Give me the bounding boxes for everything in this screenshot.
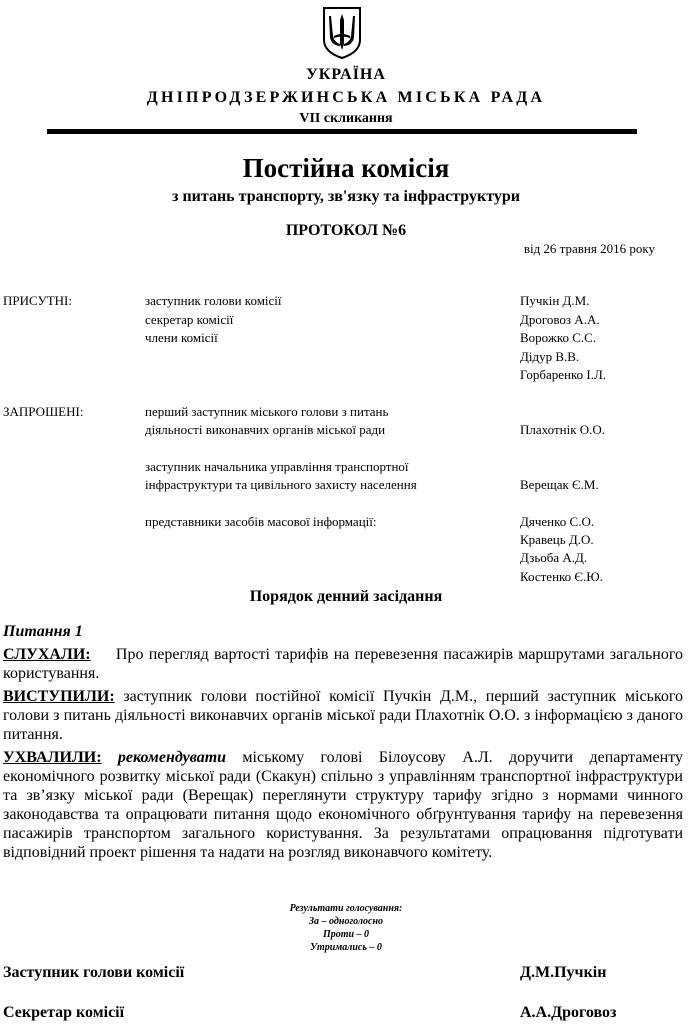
invited-role: діяльності виконавчих органів міської ради xyxy=(145,422,386,437)
invited-name: Плахотнік О.О. xyxy=(520,422,606,437)
present-name: Дідур В.В. xyxy=(520,349,580,364)
spoke-text: заступник голови постійної комісії Пучкін Д.М., перший заступник міського голови з питань діяльності виконавчих органів міської ради Плахотнік О.О. з інформацією з даного питання. xyxy=(3,688,683,743)
signature-role: Секретар комісії xyxy=(3,1004,125,1021)
signature-name: А.А.Дроговоз xyxy=(520,1004,617,1021)
present-name: Горбаренко І.Л. xyxy=(520,367,607,382)
present-role: секретар комісії xyxy=(145,312,234,327)
invited-name: Верещак Є.М. xyxy=(520,477,599,492)
heard-text: Про перегляд вартості тарифів на перевезення пасажирів маршрутами загального користування. xyxy=(3,646,684,682)
signature-role: Заступник голови комісії xyxy=(3,964,185,981)
present-name: Пучкін Д.М. xyxy=(520,293,590,308)
present-label: ПРИСУТНІ: xyxy=(3,293,72,308)
coat-of-arms-icon xyxy=(320,6,364,60)
invited-role: заступник начальника управління транспортної xyxy=(145,459,409,474)
invited-role: представники засобів масової інформації: xyxy=(145,514,377,529)
heard-label: СЛУХАЛИ: xyxy=(3,646,91,663)
signature-name: Д.М.Пучкін xyxy=(520,964,607,981)
present-name: Ворожко С.С. xyxy=(520,330,597,345)
invited-name: Дзьоба А.Д. xyxy=(520,550,588,565)
resolved-label: УХВАЛИЛИ: xyxy=(3,749,102,766)
invited-label: ЗАПРОШЕНІ: xyxy=(3,404,84,419)
country-heading: УКРАЇНА xyxy=(306,66,386,83)
vote-title: Результати голосування: xyxy=(289,903,403,914)
spoke-paragraph xyxy=(3,687,683,744)
invited-role: інфраструктури та цивільного захисту населення xyxy=(145,477,417,492)
vote-against: Проти – 0 xyxy=(322,929,370,940)
present-role: заступник голови комісії xyxy=(145,293,282,308)
invited-name: Костенко Є.Ю. xyxy=(520,569,603,584)
resolved-text: міському голові Білоусову А.Л. доручити департаменту економічного розвитку міської ради (Скакун) спільно з управлінням транспортної інфраструктури та зв’язку міської ради (Верещак) переглянути структуру тарифу згідно з нормами чинного законодавства та опрацювати питання щодо економічного обґрунтування тарифу на перевезення пасажирів транспортом загального користування. За результатами опрацювання підготувати відповідний проект рішення та надати на розгляд виконавчого комітету. xyxy=(3,749,683,861)
convocation-heading: VII скликання xyxy=(299,111,393,126)
heard-paragraph xyxy=(3,645,683,683)
spoke-label: ВИСТУПИЛИ: xyxy=(3,688,115,705)
protocol-date: від 26 травня 2016 року xyxy=(523,241,655,256)
present-role: члени комісії xyxy=(145,330,218,345)
resolved-paragraph xyxy=(3,748,683,862)
resolved-emphasis: рекомендувати xyxy=(117,749,227,766)
council-heading: ДНІПРОДЗЕРЖИНСЬКА МІСЬКА РАДА xyxy=(146,89,546,106)
present-name: Дроговоз А.А. xyxy=(520,312,600,327)
invited-name: Дяченко С.О. xyxy=(520,514,595,529)
invited-name: Кравець Д.О. xyxy=(520,532,594,547)
commission-title: Постійна комісія xyxy=(242,153,450,183)
header-rule xyxy=(47,129,637,134)
question-label: Питання 1 xyxy=(3,623,83,640)
vote-abstained: Утримались – 0 xyxy=(310,942,382,953)
protocol-title: ПРОТОКОЛ №6 xyxy=(285,222,407,239)
vote-for: За – одноголосно xyxy=(308,916,384,927)
invited-role: перший заступник міського голови з питань xyxy=(145,404,389,419)
commission-subtitle: з питань транспорту, зв'язку та інфраструктури xyxy=(172,188,520,205)
agenda-title: Порядок денний засідання xyxy=(249,588,443,605)
